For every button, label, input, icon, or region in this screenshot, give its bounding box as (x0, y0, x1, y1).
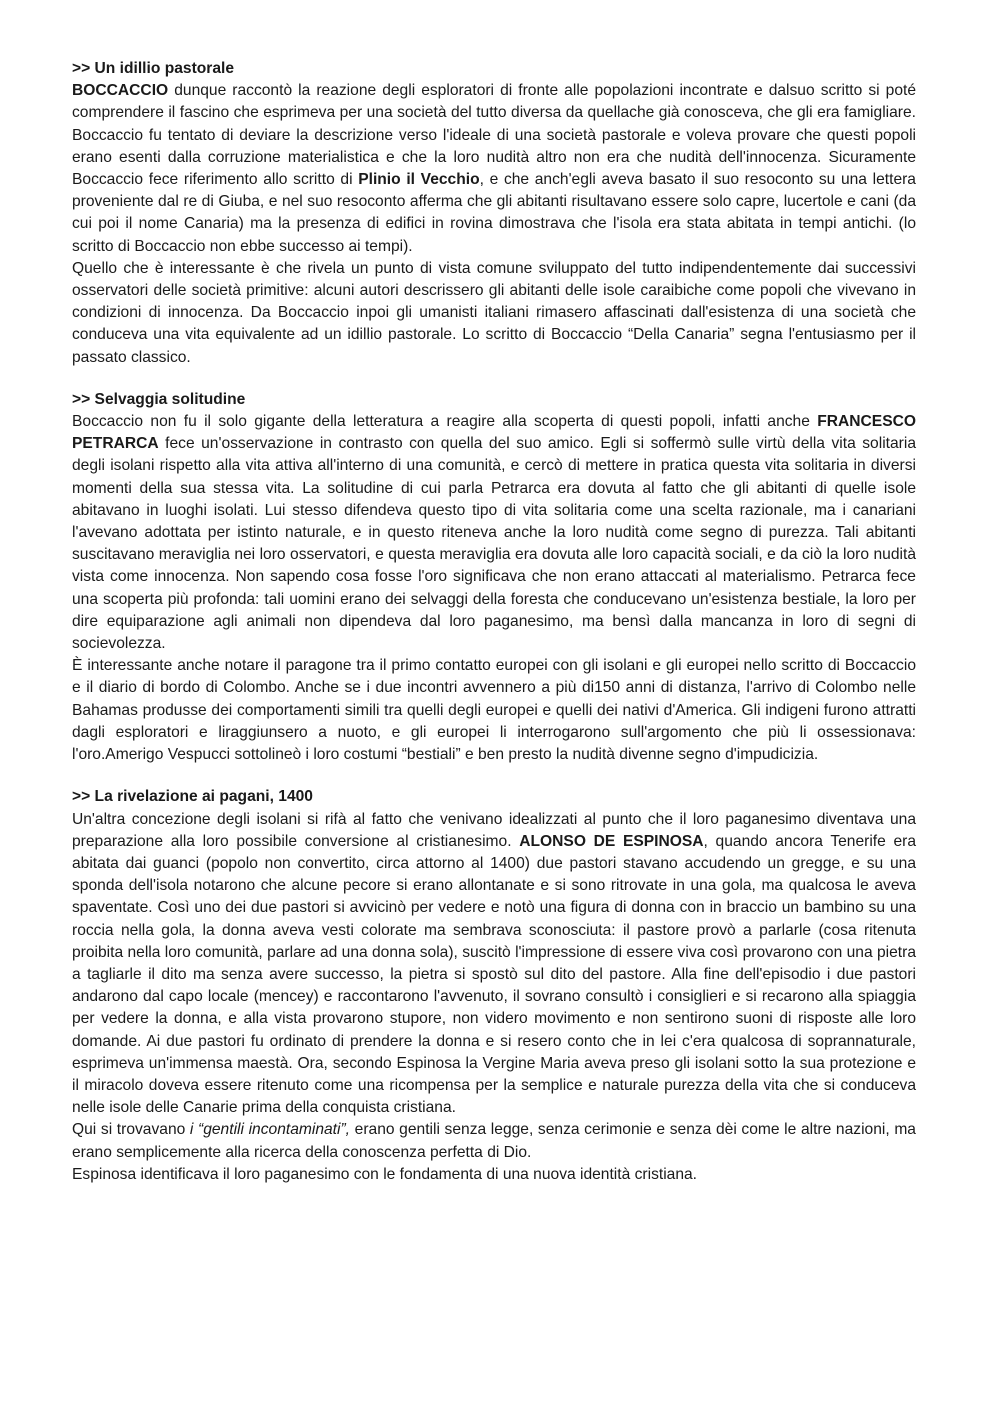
text-span: , e che anch'egli aveva basato il suo resoconto su una lettera proveniente dal re di Giuba, e nel suo resoconto afferma che gli abitanti risultavano essere solo capre, lucertole e cani (da cui poi il nome Canaria) ma la presenza di edifici in rovina dimostrava che l'isola era stata abitata in tempi antichi. (lo scritto di Boccaccio non ebbe successo ai tempi). (72, 171, 916, 255)
italic-term: i “gentili incontaminati”, (189, 1121, 351, 1139)
paragraph (72, 411, 916, 655)
text-span: È interessante anche notare il paragone tra il primo contatto europei con gli isolani e gli europei nello scritto di Boccaccio e il diario di bordo di Colombo. Anche se i due incontri avvennero a più di150 anni di distanza, l'arrivo di Colombo nelle Bahamas produsse dei comportamenti simili tra quelli degli europei e quelli dei nativi d'America. Gli indigeni furono attratti dagli esploratori e liraggiunsero a nuoto, e gli europei li interrogarono sull'argomento che più li ossessionava: l'oro.Amerigo Vespucci sottolineò i loro costumi “bestiali” e ben presto la nudità divenne segno d'impudicizia. (72, 657, 916, 764)
text-span: Espinosa identificava il loro paganesimo con le fondamenta di una nuova identità cristiana. (72, 1165, 698, 1183)
bold-term: ALONSO DE ESPINOSA (519, 832, 704, 850)
text-span: fece un'osservazione in contrasto con quella del suo amico. Egli si soffermò sulle virtù della vita solitaria degli isolani rispetto alla vita attiva all'interno di una comunità, e cercò di mettere in pratica questa vita solitaria in diversi momenti della sua stessa vita. La solitudine di cui parla Petrarca era dovuta al fatto che gli abitanti di quelle isole abitavano in luoghi isolati. Lui stesso difendeva questo tipo di vita solitaria come una scelta razionale, ma i canariani l'avevano adottata per istinto naturale, e in questo riteneva anche la loro nudità come segno di purezza. Tali abitanti suscitavano meraviglia nei loro osservatori, e questa meraviglia era dovuta alle loro capacità sociali, e da ciò la loro nudità vista come innocenza. Non sapendo cosa fosse l'oro significava che non erano attaccati al materialismo. Petrarca fece una scoperta più profonda: tali uomini erano dei selvaggi della foresta che conducevano un'esistenza bestiale, la loro per dire equiparazione agli animali non dipendeva dal loro paganesimo, ma bensì dalla mancanza in loro di segni di socievolezza. (72, 435, 916, 653)
bold-term: FRANCESCO PETRARCA (72, 413, 916, 453)
text-span: dunque raccontò la reazione degli esploratori di fronte alle popolazioni incontrate e dalsuo scritto si poté comprendere il fascino che esprimeva per una società del tutto diversa da quellache già conosceva, che gli era famigliare. Boccaccio fu tentato di deviare la descrizione verso l'ideale di una società pastorale e voleva provare che questi popoli erano esenti dalla corruzione materialistica e che la loro nudità altro non era che nudità dell'innocenza. Sicuramente Boccaccio fece riferimento allo scritto di (72, 82, 916, 189)
bold-term: Plinio il Vecchio (358, 171, 480, 189)
paragraph (72, 1164, 916, 1186)
document-page (72, 58, 916, 1206)
paragraph (72, 809, 916, 1120)
bold-term: BOCCACCIO (72, 82, 169, 100)
text-span: erano gentili senza legge, senza cerimonie e senza dèi come le altre nazioni, ma erano semplicemente alla ricerca della conoscenza perfetta di Dio. (72, 1121, 916, 1161)
section-rivelazione-pagani (72, 786, 916, 1186)
section-heading: >> Un idillio pastorale (72, 60, 235, 77)
paragraph (72, 655, 916, 766)
section-heading: >> Selvaggia solitudine (72, 390, 246, 408)
paragraph (72, 1119, 916, 1163)
paragraph (72, 258, 916, 369)
text-span: Un'altra concezione degli isolani si rifà al fatto che venivano idealizzati al punto che il loro paganesimo diventava una preparazione alla loro possibile conversione al cristianesimo. (72, 810, 916, 850)
text-span: Quello che è interessante è che rivela un punto di vista comune sviluppato del tutto indipendentemente dai successivi osservatori delle società primitive: alcuni autori descrissero gli abitanti delle isole caraibiche come popoli che vivevano in condizioni di innocenza. Da Boccaccio inpoi gli umanisti italiani rimasero affascinati dall'esistenza di una società che conduceva una vita equivalente ad un idillio pastorale. Lo scritto di Boccaccio “Della Canaria” segna l'entusiasmo per il passato classico. (72, 259, 916, 366)
paragraph (72, 80, 916, 258)
text-span: Qui si trovavano (72, 1121, 190, 1139)
section-idillio-pastorale (72, 58, 916, 369)
text-span: Boccaccio non fu il solo gigante della letteratura a reagire alla scoperta di questi popoli, infatti anche (72, 413, 818, 431)
section-selvaggia-solitudine (72, 389, 916, 766)
text-span: , quando ancora Tenerife era abitata dai guanci (popolo non convertito, circa attorno al 1400) due pastori stavano accudendo un gregge, e su una sponda dell'isola notarono che alcune pecore si erano allontanate e si sono ritrovate in una gola, ma qualcosa le aveva spaventate. Così uno dei due pastori si avvicinò per vedere e notò una figura di donna con in braccio un bambino su una roccia nella gola, la donna aveva vesti colorate ma sembrava sconosciuta: il pastore provò a parlarle (cosa ritenuta proibita nella loro comunità, parlare ad una donna sola), suscitò l'impressione di essere viva così provarono con una pietra a tagliarle il dito ma senza avere successo, la pietra si spostò sul dito del pastore. Alla fine dell'episodio i due pastori andarono dal capo locale (mencey) e raccontarono l'avvenuto, il sovrano consultò i consiglieri e si recarono alla spiaggia per vedere la donna, e alla vista provarono stupore, non videro movimento e non sentirono suoni di risposte alle loro domande. Ai due pastori fu ordinato di prendere la donna e si resero conto che in lei c'era qualcosa di soprannaturale, esprimeva un'immensa maestà. Ora, secondo Espinosa la Vergine Maria aveva preso gli isolani sotto la sua protezione e il miracolo doveva essere ritenuto come una ricompensa per la semplice e naturale purezza della vita che si conduceva nelle isole delle Canarie prima della conquista cristiana. (72, 832, 917, 1117)
section-heading: >> La rivelazione ai pagani, 1400 (72, 788, 313, 806)
